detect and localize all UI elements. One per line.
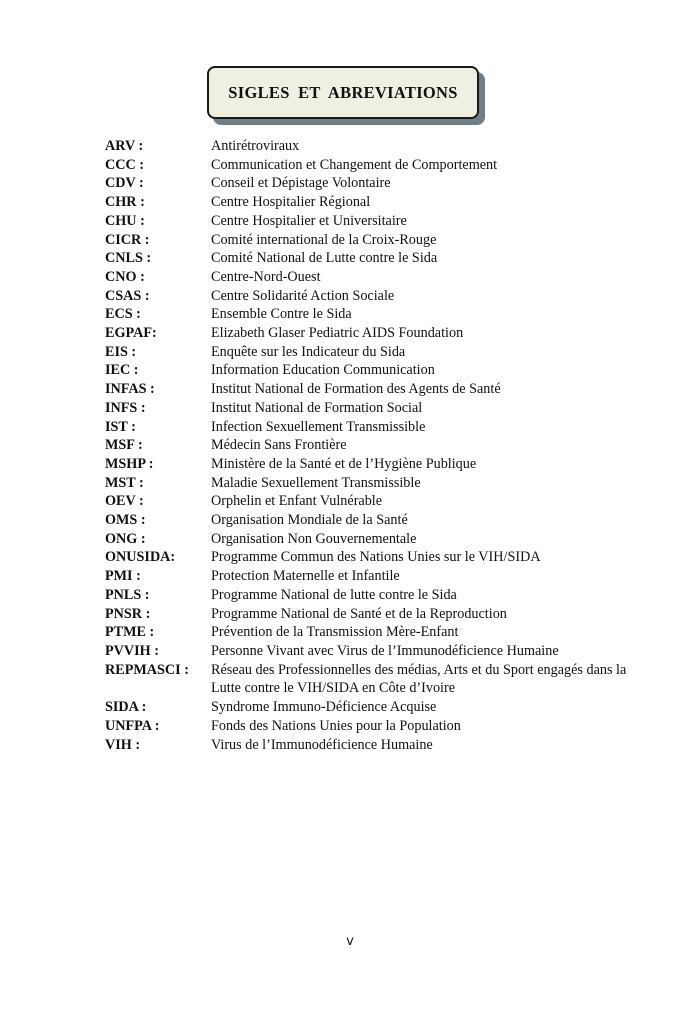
- abbreviation-row: [105, 174, 645, 193]
- abbreviation-row: [105, 530, 645, 549]
- abbreviation-definition: Virus de l’Immunodéficience Humaine: [211, 736, 433, 753]
- abbreviation-definition: Protection Maternelle et Infantile: [211, 568, 400, 585]
- abbreviation-row: [105, 324, 645, 343]
- abbreviation-definition: Programme National de lutte contre le Sida: [211, 586, 457, 603]
- abbreviation-row: [105, 623, 645, 642]
- abbreviation-definition: Organisation Mondiale de la Santé: [211, 512, 408, 529]
- abbreviation-definition: Centre-Nord-Ouest: [211, 268, 321, 285]
- abbreviation-definition: Orphelin et Enfant Vulnérable: [211, 493, 383, 510]
- abbreviation-row: [105, 511, 645, 530]
- abbreviation-row: [105, 249, 645, 268]
- abbreviation-row: [105, 156, 645, 175]
- abbreviation-row: [105, 305, 645, 324]
- title-banner: [207, 66, 479, 119]
- abbreviation-row: [105, 268, 645, 287]
- abbreviation-term: VIH :: [105, 736, 141, 753]
- abbreviation-definition: Conseil et Dépistage Volontaire: [211, 175, 391, 192]
- abbreviation-term: UNFPA :: [105, 717, 160, 734]
- title-box: [207, 66, 479, 119]
- abbreviation-definition: Information Education Communication: [211, 362, 435, 379]
- abbreviation-definition: Communication et Changement de Comportement: [211, 156, 498, 173]
- abbreviation-definition: Comité National de Lutte contre le Sida: [211, 250, 438, 267]
- abbreviation-row: [105, 586, 645, 605]
- abbreviation-term: ARV :: [105, 138, 144, 154]
- abbreviation-term: INFS :: [105, 399, 146, 416]
- abbreviation-definition: Ministère de la Santé et de l’Hygiène Publique: [211, 455, 477, 472]
- page-number: v: [346, 934, 354, 949]
- abbreviation-row: [105, 736, 645, 755]
- abbreviation-row: [105, 698, 645, 717]
- abbreviation-row: [105, 343, 645, 362]
- abbreviation-definition: Réseau des Professionnelles des médias, Arts et du Sport engagés dans la Lutte contre le VIH/SIDA en Côte d’Ivoire: [211, 661, 627, 697]
- abbreviation-row: [105, 661, 645, 698]
- abbreviation-definition: Elizabeth Glaser Pediatric AIDS Foundation: [211, 325, 464, 342]
- abbreviation-term: REPMASCI :: [105, 661, 189, 678]
- abbreviation-term: PNLS :: [105, 586, 150, 603]
- abbreviation-term: ECS :: [105, 306, 141, 323]
- abbreviation-definition: Organisation Non Gouvernementale: [211, 530, 417, 547]
- abbreviation-term: CCC :: [105, 156, 145, 173]
- abbreviation-row: [105, 455, 645, 474]
- abbreviation-definition: Personne Vivant avec Virus de l’Immunodéficience Humaine: [211, 642, 559, 659]
- abbreviation-definition: Centre Solidarité Action Sociale: [211, 287, 395, 304]
- page-title: SIGLES ET ABREVIATIONS: [228, 82, 458, 102]
- abbreviation-definition: Médecin Sans Frontière: [211, 437, 347, 454]
- abbreviation-definition: Institut National de Formation des Agents de Santé: [211, 381, 501, 398]
- abbreviation-row: [105, 137, 645, 156]
- abbreviation-row: [105, 361, 645, 380]
- abbreviation-term: INFAS :: [105, 381, 155, 398]
- abbreviation-definition: Enquête sur les Indicateur du Sida: [211, 343, 406, 360]
- abbreviation-definition: Syndrome Immuno-Déficience Acquise: [211, 699, 437, 716]
- abbreviation-term: EGPAF:: [105, 325, 157, 342]
- abbreviation-definition: Antirétroviraux: [211, 138, 300, 154]
- abbreviation-row: [105, 287, 645, 306]
- abbreviation-term: OMS :: [105, 512, 146, 529]
- abbreviation-term: CNLS :: [105, 250, 152, 267]
- abbreviation-term: PNSR :: [105, 605, 151, 622]
- abbreviation-term: CSAS :: [105, 287, 150, 304]
- abbreviation-definition: Programme National de Santé et de la Reproduction: [211, 605, 507, 622]
- abbreviation-definition: Prévention de la Transmission Mère-Enfant: [211, 624, 459, 641]
- abbreviation-term: PMI :: [105, 568, 141, 585]
- abbreviation-term: IEC :: [105, 362, 139, 379]
- abbreviation-row: [105, 567, 645, 586]
- abbreviation-definition: Programme Commun des Nations Unies sur le VIH/SIDA: [211, 549, 541, 566]
- abbreviation-term: CHR :: [105, 194, 145, 211]
- abbreviation-term: SIDA :: [105, 699, 147, 716]
- abbreviation-term: PVVIH :: [105, 642, 159, 659]
- abbreviation-row: [105, 231, 645, 250]
- abbreviation-term: CDV :: [105, 175, 144, 192]
- abbreviation-list: [105, 137, 645, 754]
- abbreviation-term: MSF :: [105, 437, 143, 454]
- abbreviation-row: [105, 193, 645, 212]
- abbreviation-term: PTME :: [105, 624, 155, 641]
- abbreviation-term: ONG :: [105, 530, 146, 547]
- abbreviation-term: CHU :: [105, 212, 145, 229]
- abbreviation-definition: Centre Hospitalier et Universitaire: [211, 212, 407, 229]
- abbreviation-row: [105, 399, 645, 418]
- abbreviation-term: IST :: [105, 418, 136, 435]
- abbreviation-row: [105, 212, 645, 231]
- abbreviation-term: OEV :: [105, 493, 144, 510]
- abbreviation-definition: Fonds des Nations Unies pour la Population: [211, 717, 461, 734]
- abbreviation-row: [105, 642, 645, 661]
- abbreviation-row: [105, 418, 645, 437]
- abbreviation-definition: Centre Hospitalier Régional: [211, 194, 371, 211]
- abbreviation-term: MSHP :: [105, 455, 154, 472]
- abbreviation-term: ONUSIDA:: [105, 549, 176, 566]
- abbreviation-definition: Comité international de la Croix-Rouge: [211, 231, 437, 248]
- abbreviation-term: CICR :: [105, 231, 150, 248]
- abbreviation-row: [105, 436, 645, 455]
- abbreviation-row: [105, 605, 645, 624]
- abbreviation-definition: Infection Sexuellement Transmissible: [211, 418, 426, 435]
- abbreviation-term: MST :: [105, 474, 144, 491]
- abbreviation-definition: Ensemble Contre le Sida: [211, 306, 352, 323]
- abbreviation-row: [105, 492, 645, 511]
- abbreviation-definition: Institut National de Formation Social: [211, 399, 423, 416]
- abbreviation-row: [105, 474, 645, 493]
- abbreviation-row: [105, 380, 645, 399]
- abbreviation-definition: Maladie Sexuellement Transmissible: [211, 474, 421, 491]
- abbreviation-term: CNO :: [105, 268, 145, 285]
- abbreviation-term: EIS :: [105, 343, 137, 360]
- abbreviation-row: [105, 548, 645, 567]
- abbreviation-row: [105, 717, 645, 736]
